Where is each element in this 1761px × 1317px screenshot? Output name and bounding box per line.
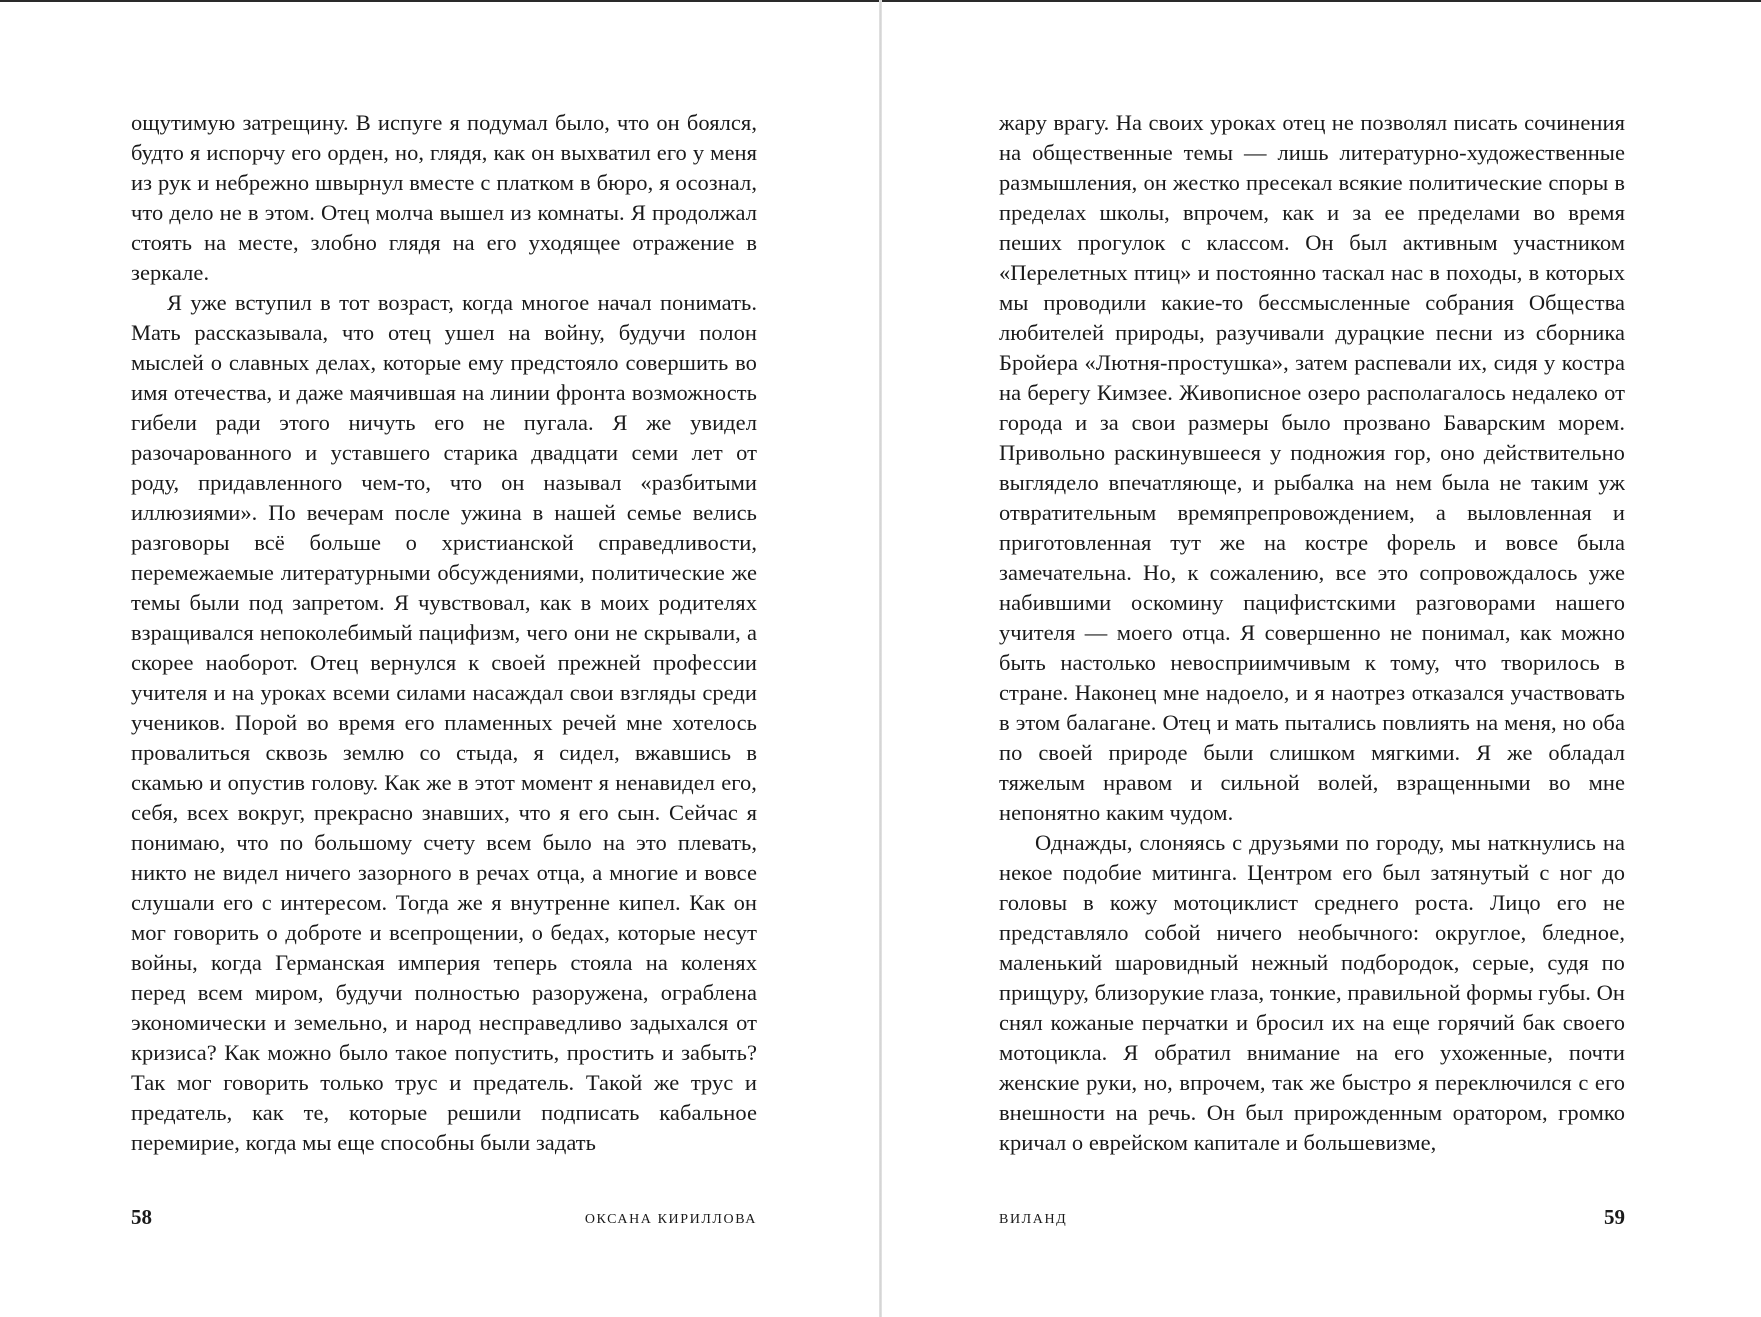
right-page-footer [999,1202,1625,1232]
right-page-text [999,108,1625,1158]
left-paragraph-2: Я уже вступил в тот возраст, когда многое начал понимать. Мать рассказывала, что отец ушел на войну, будучи полон мыслей о славных делах, которые ему предстояло совершить во имя отечества, и даже маячившая на линии фронта возможность гибели ради этого ничуть его не пугала. Я же увидел разочарованного и уставшего старика двадцати семи лет от роду, придавленного чем-то, что он называл «разбитыми иллюзиями». По вечерам после ужина в нашей семье велись разговоры всё больше о христианской справедливости, перемежаемые литературными обсуждениями, политические же темы были под запретом. Я чувствовал, как в моих родителях взращивался непоколебимый пацифизм, чего они не скрывали, а скорее наоборот. Отец вернулся к своей прежней профессии учителя и на уроках всеми силами насаждал свои взгляды среди учеников. Порой во время его пламенных речей мне хотелось провалиться сквозь землю со стыда, я сидел, вжавшись в скамью и опустив голову. Как же в этот момент я ненавидел его, себя, всех вокруг, прекрасно знавших, что я его сын. Сейчас я понимаю, что по большому счету всем было на это плевать, никто не видел ничего зазорного в речах отца, а многие и вовсе слушали его с интересом. Тогда же я внутренне кипел. Как он мог говорить о доброте и всепрощении, о бедах, которые несут войны, когда Германская империя теперь стояла на коленях перед всем миром, будучи полностью разоружена, ограблена экономически и земельно, и народ несправедливо задыхался от кризиса? Как можно было такое попустить, простить и забыть? Так мог говорить только трус и предатель. Такой же трус и предатель, как те, которые решили подписать кабальное перемирие, когда мы еще способны были задать [131,290,757,1155]
right-page [882,0,1761,1317]
page-number-right: 59 [1604,1205,1625,1229]
right-paragraph-2: Однажды, слоняясь с друзьями по городу, мы наткнулись на некое подобие митинга. Центром его был затянутый с ног до головы в кожу мотоциклист среднего роста. Лицо его не представляло собой ничего необычного: округлое, бледное, маленький шаровидный нежный подбородок, серые, судя по прищуру, близорукие глаза, тонкие, правильной формы губы. Он снял кожаные перчатки и бросил их на еще горячий бак своего мотоцикла. Я обратил внимание на его ухоженные, почти женские руки, но, впрочем, так же быстро я переключился с его внешности на речь. Он был прирожденным оратором, громко кричал о еврейском капитале и большевизме, [999,830,1625,1155]
running-head-title: ВИЛАНД [999,1212,1068,1227]
left-page [0,0,879,1317]
running-head-author: ОКСАНА КИРИЛЛОВА [584,1212,757,1227]
right-paragraph-1: жару врагу. На своих уроках отец не позволял писать сочинения на общественные темы — лишь литературно-художественные размышления, он жестко пресекал всякие политические споры в пределах школы, впрочем, как и за ее пределами во время пеших прогулок с классом. Он был активным участником «Перелетных птиц» и постоянно таскал нас в походы, в которых мы проводили какие-то бессмысленные собрания Общества любителей природы, разучивали дурацкие песни из сборника Бройера «Лютня-простушка», затем распевали их, сидя у костра на берегу Кимзее. Живописное озеро располагалось недалеко от города и за свои размеры было прозвано Баварским морем. Привольно раскинувшееся у подножия гор, оно действительно выглядело впечатляюще, и рыбалка на нем была не таким уж отвратительным времяпрепровождением, а выловленная и приготовленная тут же на костре форель и вовсе была замечательна. Но, к сожалению, все это сопровождалось уже набившими оскомину пацифистскими разговорами нашего учителя — моего отца. Я совершенно не понимал, как можно быть настолько невосприимчивым к тому, что творилось в стране. Наконец мне надоело, и я наотрез отказался участвовать в этом балагане. Отец и мать пытались повлиять на меня, но оба по своей природе были слишком мягкими. Я же обладал тяжелым нравом и сильной волей, взращенными во мне непонятно каким чудом. [999,110,1625,825]
page-number-left: 58 [131,1205,152,1229]
left-page-text [131,108,757,1158]
left-paragraph-1: ощутимую затрещину. В испуге я подумал было, что он боялся, будто я испорчу его орден, но, глядя, как он выхватил его у меня из рук и небрежно швырнул вместе с платком в бюро, я осознал, что дело не в этом. Отец молча вышел из комнаты. Я продолжал стоять на месте, злобно глядя на его уходящее отражение в зеркале. [131,110,757,285]
left-page-footer [131,1202,757,1232]
